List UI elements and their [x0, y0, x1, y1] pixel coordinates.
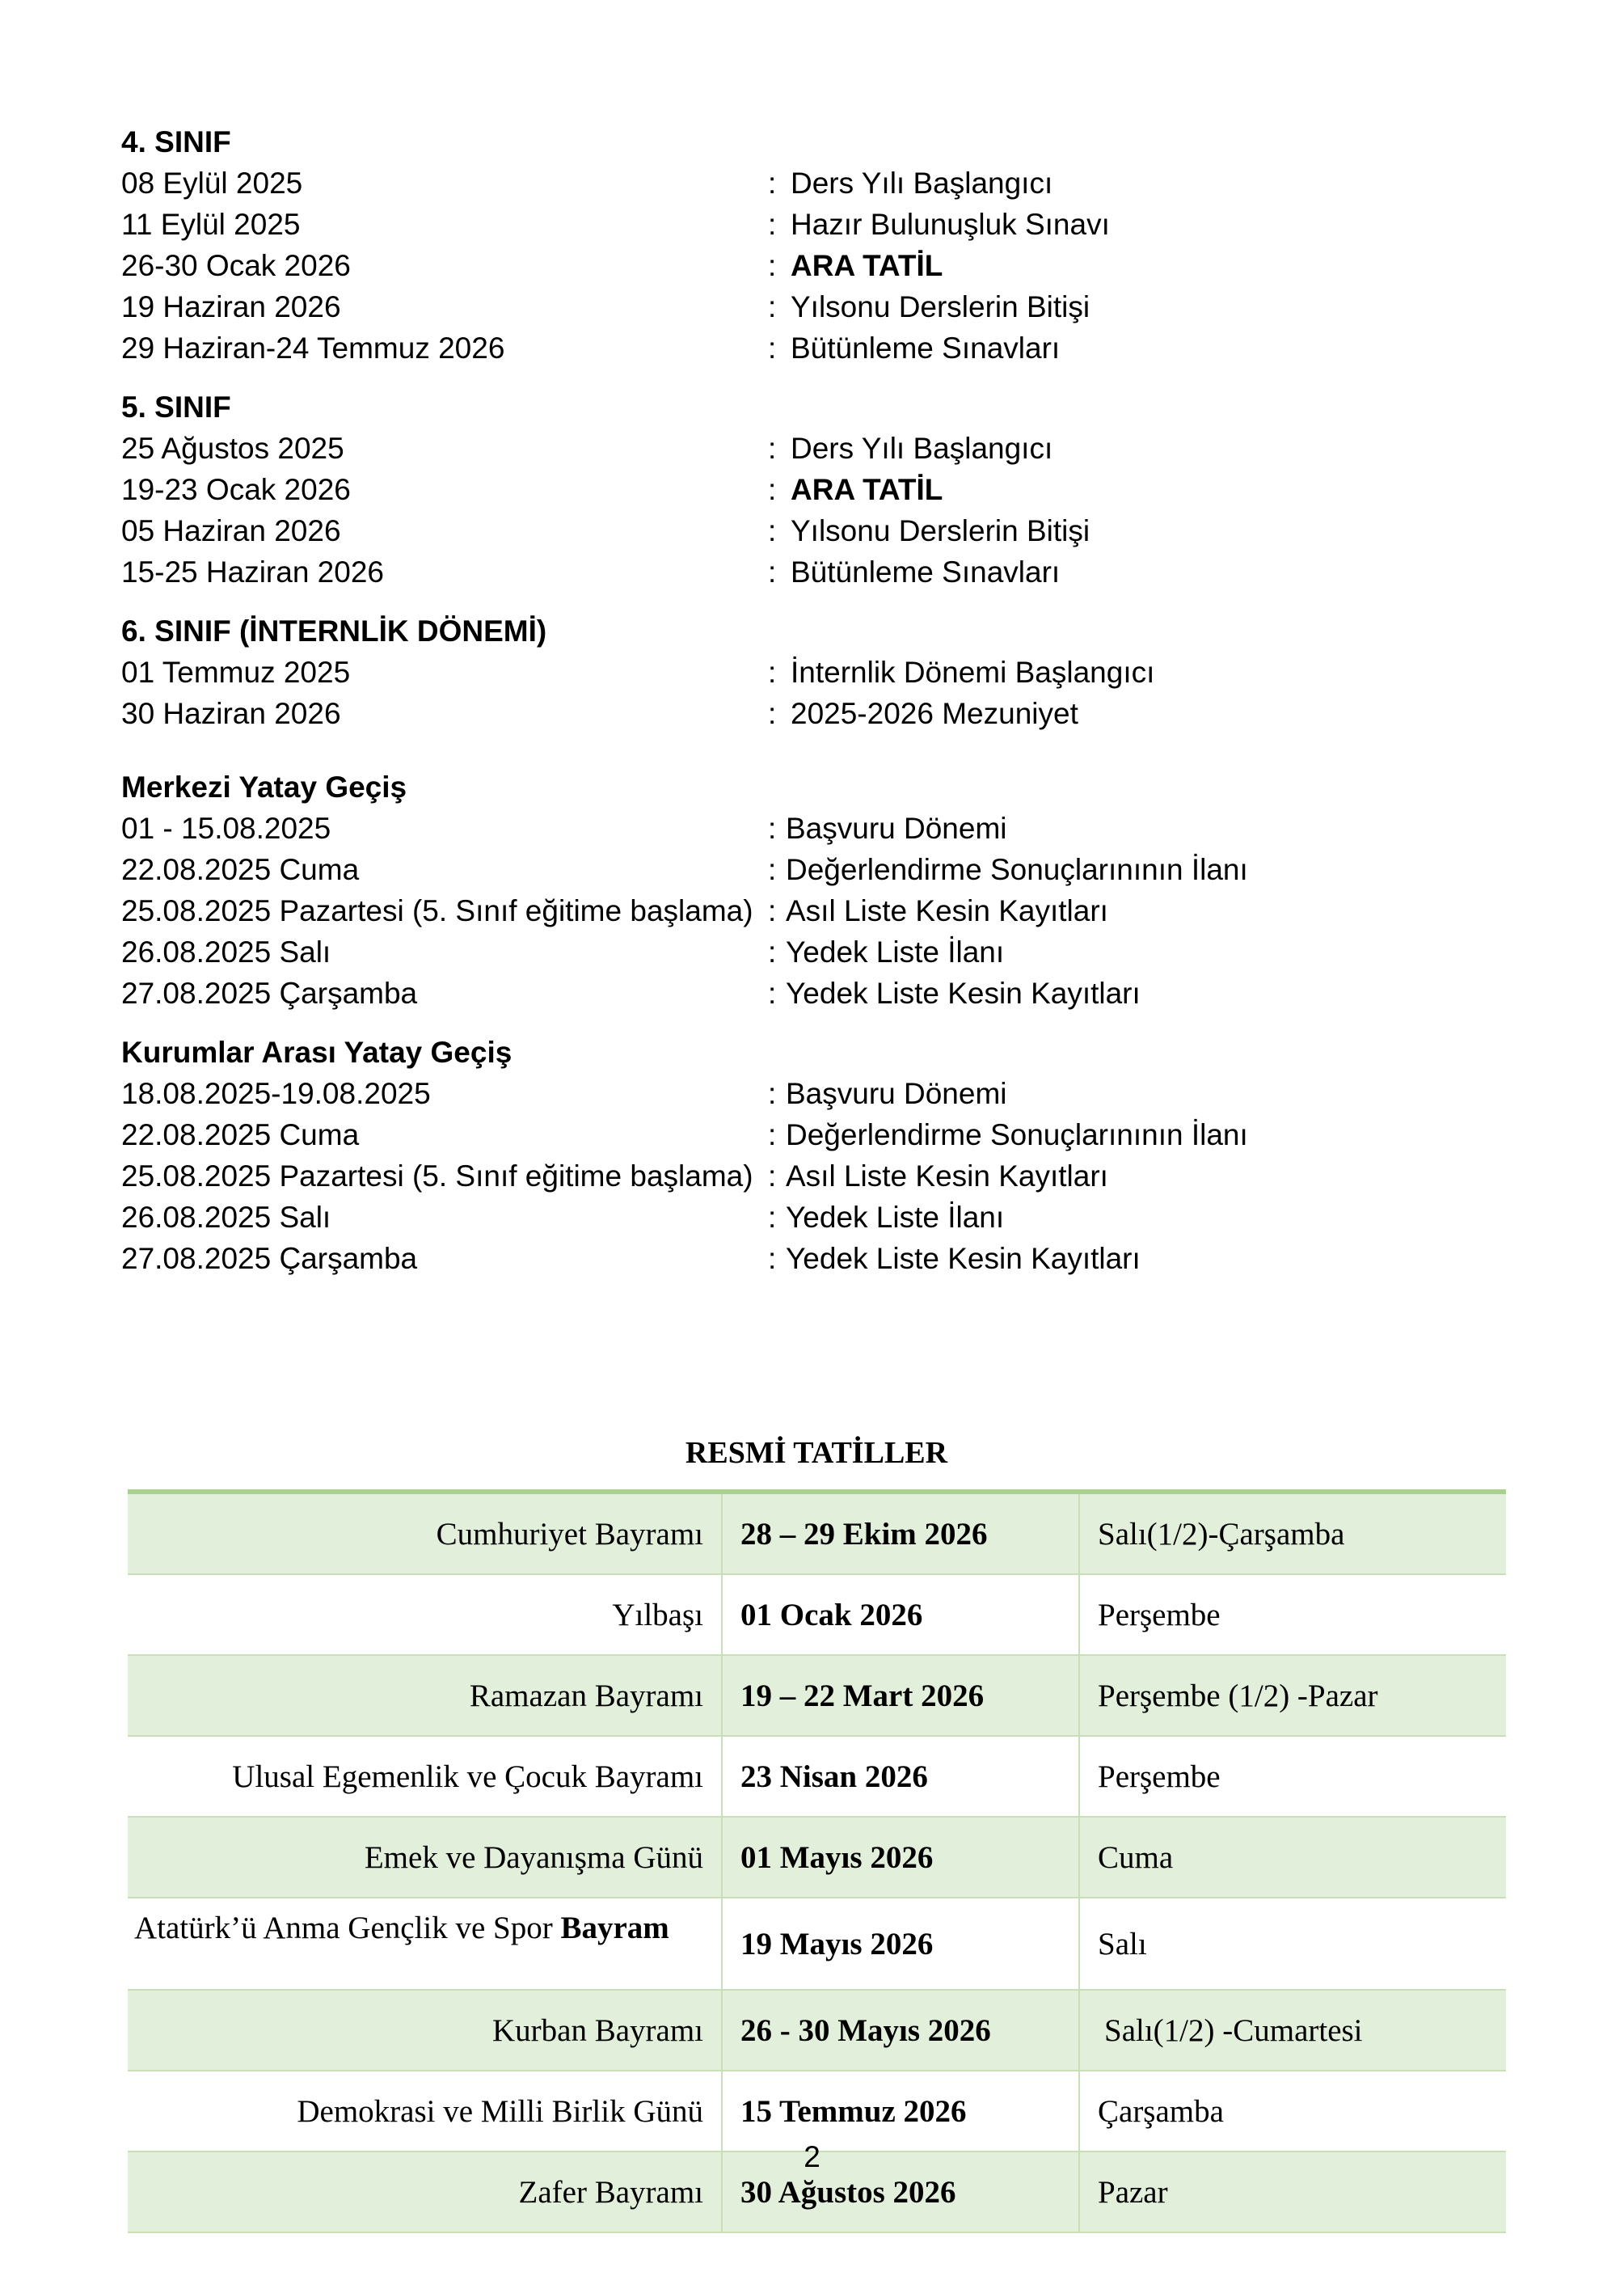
holiday-name — [128, 1898, 722, 1990]
list-item — [121, 1114, 1512, 1155]
item-colon: : — [768, 1159, 777, 1193]
holiday-day: Pazar — [1079, 2152, 1506, 2232]
item-description: 2025-2026 Mezuniyet — [791, 697, 1078, 730]
table-row — [128, 1817, 1506, 1898]
item-description: Yedek Liste İlanı — [786, 1201, 1005, 1234]
item-description: Yedek Liste İlanı — [786, 935, 1005, 969]
item-colon: : — [768, 432, 777, 465]
item-colon: : — [768, 167, 777, 200]
table-row — [128, 1655, 1506, 1736]
holiday-day: Cuma — [1079, 1817, 1506, 1898]
item-colon: : — [768, 473, 777, 506]
item-colon: : — [768, 1077, 777, 1110]
list-item — [121, 286, 1512, 327]
item-date: 08 Eylül 2025 — [121, 167, 303, 200]
item-description: Yedek Liste Kesin Kayıtları — [786, 1242, 1141, 1275]
holiday-day: Perşembe — [1079, 1736, 1506, 1817]
item-date: 26.08.2025 Salı — [121, 935, 331, 969]
item-colon: : — [768, 331, 777, 365]
list-item — [121, 808, 1512, 849]
item-colon: : — [768, 555, 777, 589]
item-description: Asıl Liste Kesin Kayıtları — [786, 1159, 1108, 1193]
holiday-name: Demokrasi ve Milli Birlik Günü — [128, 2071, 722, 2152]
central-transfer-section — [121, 766, 1512, 1014]
list-item — [121, 469, 1512, 510]
item-date: 01 - 15.08.2025 — [121, 812, 331, 845]
item-date: 25 Ağustos 2025 — [121, 432, 344, 465]
holiday-date: 19 Mayıs 2026 — [722, 1898, 1079, 1990]
holiday-name: Emek ve Dayanışma Günü — [128, 1817, 722, 1898]
item-date: 29 Haziran-24 Temmuz 2026 — [121, 331, 505, 365]
section-title: Merkezi Yatay Geçiş — [121, 771, 407, 804]
item-colon: : — [768, 290, 777, 323]
item-date: 11 Eylül 2025 — [121, 208, 301, 241]
holiday-name: Ramazan Bayramı — [128, 1655, 722, 1736]
item-description: Yılsonu Derslerin Bitişi — [791, 290, 1090, 323]
item-date: 15-25 Haziran 2026 — [121, 555, 384, 589]
item-colon: : — [768, 697, 777, 730]
list-item — [121, 931, 1512, 973]
list-item — [121, 1155, 1512, 1197]
item-description: Başvuru Dönemi — [786, 1077, 1007, 1110]
list-item — [121, 849, 1512, 890]
holidays-title: RESMİ TATİLLER — [685, 1436, 948, 1470]
item-description: Değerlendirme Sonuçlarınının İlanı — [786, 1118, 1248, 1151]
list-item — [121, 890, 1512, 931]
holiday-name-bold: Bayram — [560, 1911, 669, 1945]
holidays-table — [128, 1489, 1506, 2233]
item-colon: : — [768, 894, 777, 927]
item-date: 30 Haziran 2026 — [121, 697, 341, 730]
holiday-day: Salı(1/2)-Çarşamba — [1079, 1492, 1506, 1574]
item-colon: : — [768, 249, 777, 282]
list-item — [121, 204, 1512, 245]
holiday-name: Ulusal Egemenlik ve Çocuk Bayramı — [128, 1736, 722, 1817]
item-date: 25.08.2025 Pazartesi (5. Sınıf eğitime başlama) — [121, 1159, 753, 1193]
item-colon: : — [768, 208, 777, 241]
document-page — [121, 121, 1512, 2210]
item-description: ARA TATİL — [791, 249, 943, 282]
item-description: İnternlik Dönemi Başlangıcı — [791, 656, 1155, 689]
holiday-date: 19 – 22 Mart 2026 — [722, 1655, 1079, 1736]
item-description: Ders Yılı Başlangıcı — [791, 432, 1053, 465]
item-description: Hazır Bulunuşluk Sınavı — [791, 208, 1110, 241]
holiday-date: 01 Ocak 2026 — [722, 1574, 1079, 1655]
table-row — [128, 1898, 1506, 1990]
item-description: Başvuru Dönemi — [786, 812, 1007, 845]
section-title: 6. SINIF (İNTERNLİK DÖNEMİ) — [121, 614, 547, 648]
holiday-name: Cumhuriyet Bayramı — [128, 1492, 722, 1574]
holiday-date: 15 Temmuz 2026 — [722, 2071, 1079, 2152]
item-date: 27.08.2025 Çarşamba — [121, 1242, 418, 1275]
holiday-date: 23 Nisan 2026 — [722, 1736, 1079, 1817]
inter-institution-transfer-section — [121, 1032, 1512, 1279]
item-description: Bütünleme Sınavları — [791, 331, 1061, 365]
holiday-name: Kurban Bayramı — [128, 1990, 722, 2071]
item-date: 22.08.2025 Cuma — [121, 853, 360, 886]
list-item — [121, 973, 1512, 1014]
item-colon: : — [768, 1118, 777, 1151]
list-item — [121, 428, 1512, 469]
item-date: 26.08.2025 Salı — [121, 1201, 331, 1234]
item-description: Asıl Liste Kesin Kayıtları — [786, 894, 1108, 927]
item-colon: : — [768, 1242, 777, 1275]
holiday-date: 30 Ağustos 2026 — [722, 2152, 1079, 2232]
list-item — [121, 1073, 1512, 1114]
item-date: 22.08.2025 Cuma — [121, 1118, 360, 1151]
item-description: Yılsonu Derslerin Bitişi — [791, 514, 1090, 547]
item-description: Değerlendirme Sonuçlarınının İlanı — [786, 853, 1248, 886]
item-date: 19-23 Ocak 2026 — [121, 473, 351, 506]
item-date: 19 Haziran 2026 — [121, 290, 341, 323]
table-row — [128, 1990, 1506, 2071]
list-item — [121, 327, 1512, 369]
holiday-day: Çarşamba — [1079, 2071, 1506, 2152]
item-description: ARA TATİL — [791, 473, 943, 506]
table-row — [128, 2071, 1506, 2152]
list-item — [121, 510, 1512, 551]
holiday-name: Zafer Bayramı — [128, 2152, 722, 2232]
item-colon: : — [768, 1201, 777, 1234]
page-number: 2 — [804, 2140, 820, 2173]
item-colon: : — [768, 935, 777, 969]
section-title: 4. SINIF — [121, 125, 231, 158]
holiday-day: Perşembe — [1079, 1574, 1506, 1655]
item-date: 18.08.2025-19.08.2025 — [121, 1077, 431, 1110]
item-description: Ders Yılı Başlangıcı — [791, 167, 1053, 200]
section-title: 5. SINIF — [121, 391, 231, 424]
item-colon: : — [768, 656, 777, 689]
holiday-date: 26 - 30 Mayıs 2026 — [722, 1990, 1079, 2071]
list-item — [121, 652, 1512, 693]
holiday-date: 01 Mayıs 2026 — [722, 1817, 1079, 1898]
holiday-day: Perşembe (1/2) -Pazar — [1079, 1655, 1506, 1736]
list-item — [121, 1197, 1512, 1238]
table-row — [128, 1736, 1506, 1817]
item-colon: : — [768, 853, 777, 886]
table-row — [128, 1574, 1506, 1655]
holiday-day: Salı(1/2) -Cumartesi — [1079, 1990, 1506, 2071]
class-4-section — [121, 121, 1512, 369]
item-date: 25.08.2025 Pazartesi (5. Sınıf eğitime başlama) — [121, 894, 753, 927]
item-description: Yedek Liste Kesin Kayıtları — [786, 977, 1141, 1010]
item-colon: : — [768, 812, 777, 845]
class-6-section — [121, 610, 1512, 734]
table-row — [128, 1492, 1506, 1574]
item-date: 01 Temmuz 2025 — [121, 656, 351, 689]
holiday-name-text: Atatürk’ü Anma Gençlik ve Spor — [134, 1911, 553, 1945]
list-item — [121, 693, 1512, 734]
item-date: 27.08.2025 Çarşamba — [121, 977, 418, 1010]
holiday-date: 28 – 29 Ekim 2026 — [722, 1492, 1079, 1574]
list-item — [121, 245, 1512, 286]
item-date: 05 Haziran 2026 — [121, 514, 341, 547]
item-colon: : — [768, 514, 777, 547]
list-item — [121, 1238, 1512, 1279]
item-description: Bütünleme Sınavları — [791, 555, 1061, 589]
section-title: Kurumlar Arası Yatay Geçiş — [121, 1036, 513, 1069]
holiday-day: Salı — [1079, 1898, 1506, 1990]
item-colon: : — [768, 977, 777, 1010]
item-date: 26-30 Ocak 2026 — [121, 249, 351, 282]
list-item — [121, 163, 1512, 204]
class-5-section — [121, 386, 1512, 593]
holiday-name: Yılbaşı — [128, 1574, 722, 1655]
list-item — [121, 551, 1512, 593]
